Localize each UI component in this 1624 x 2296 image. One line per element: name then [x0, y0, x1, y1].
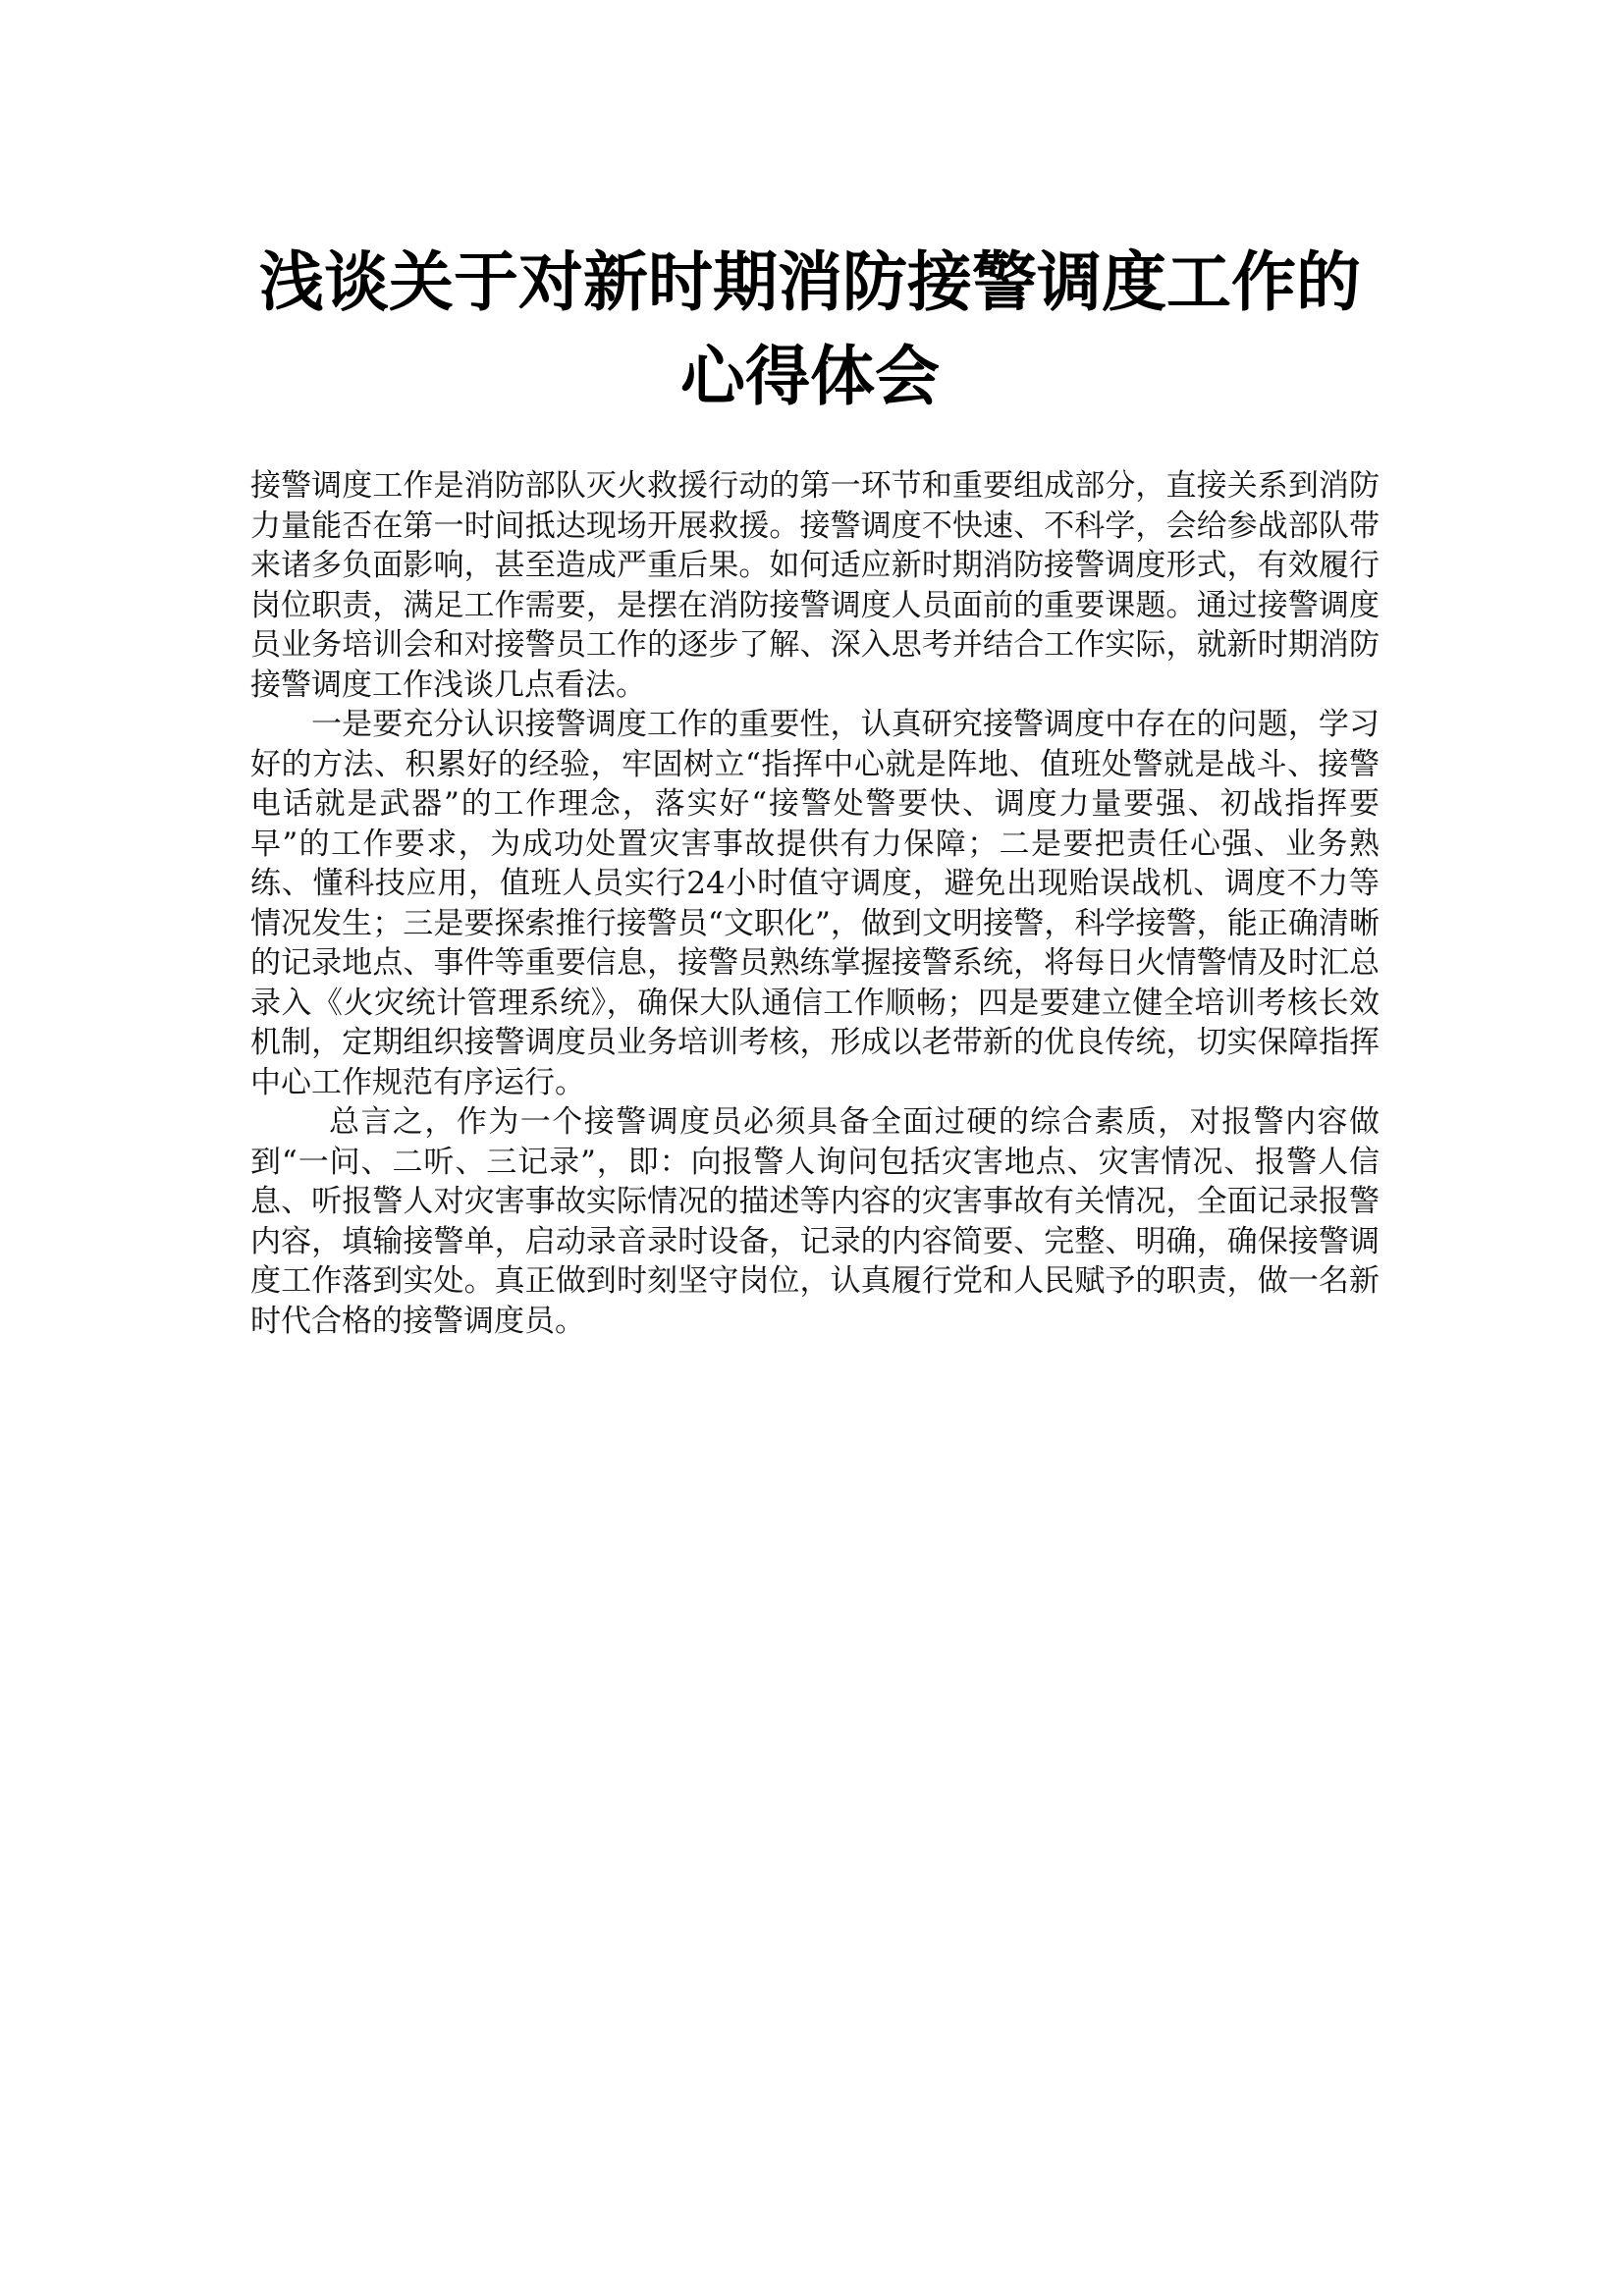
document-body	[250, 466, 1380, 1341]
paragraph-intro: 接警调度工作是消防部队灭火救援行动的第一环节和重要组成部分，直接关系到消防力量能否在第一时间抵达现场开展救援。接警调度不快速、不科学，会给参战部队带来诸多负面影响，甚至造成严重后果。如何适应新时期消防接警调度形式，有效履行岗位职责，满足工作需要，是摆在消防接警调度人员面前的重要课题。通过接警调度员业务培训会和对接警员工作的逐步了解、深入思考并结合工作实际，就新时期消防接警调度工作浅谈几点看法。	[250, 468, 1380, 703]
document-title-line-2: 心得体会	[680, 339, 940, 414]
paragraph-points: 一是要充分认识接警调度工作的重要性，认真研究接警调度中存在的问题，学习好的方法、积累好的经验，牢固树立“指挥中心就是阵地、值班处警就是战斗、接警电话就是武器”的工作理念，落实好“接警处警要快、调度力量要强、初战指挥要早”的工作要求，为成功处置灾害事故提供有力保障；二是要把责任心强、业务熟练、懂科技应用，值班人员实行24小时值守调度，避免出现贻误战机、调度不力等情况发生；三是要探索推行接警员“文职化”，做到文明接警，科学接警，能正确清晰的记录地点、事件等重要信息，接警员熟练掌握接警系统，将每日火情警情及时汇总录入《火灾统计管理系统》，确保大队通信工作顺畅；四是要建立健全培训考核长效机制，定期组织接警调度员业务培训考核，形成以老带新的优良传统，切实保障指挥中心工作规范有序运行。	[250, 707, 1380, 1100]
document-title-line-1: 浅谈关于对新时期消防接警调度工作的	[259, 244, 1361, 320]
paragraph-conclusion: 总言之，作为一个接警调度员必须具备全面过硬的综合素质，对报警内容做到“一问、二听、三记录”，即：向报警人询问包括灾害地点、灾害情况、报警人信息、听报警人对灾害事故实际情况的描述等内容的灾害事故有关情况，全面记录报警内容，填输接警单，启动录音录时设备，记录的内容简要、完整、明确，确保接警调度工作落到实处。真正做到时刻坚守岗位，认真履行党和人民赋予的职责，做一名新时代合格的接警调度员。	[250, 1104, 1380, 1339]
